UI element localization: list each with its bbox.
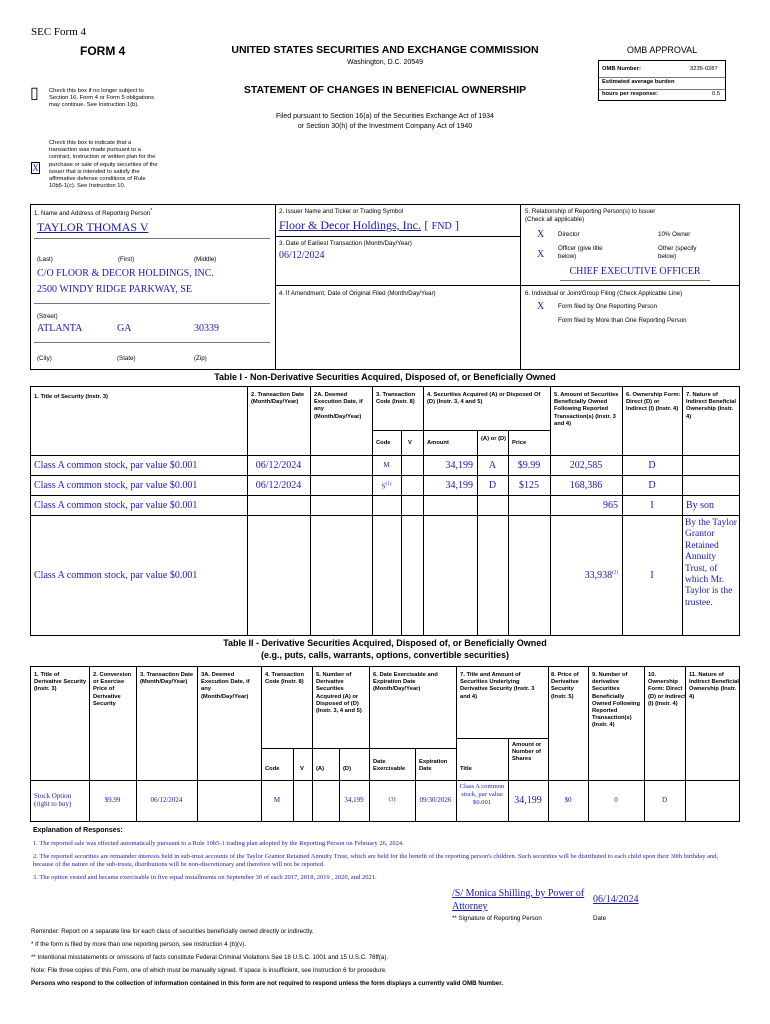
agency-title: UNITED STATES SECURITIES AND EXCHANGE COMMISSION [231, 44, 539, 56]
t2-row-title: Stock Option (right to buy) [34, 792, 72, 808]
t2-row-owned: 0 [614, 796, 618, 804]
t1-header-form: 6. Ownership Form: Direct (D) or Indirect (I) (Instr. 4) [626, 392, 681, 413]
t1-row1-date: 06/12/2024 [255, 460, 302, 471]
t1-row3-form: I [650, 500, 654, 511]
t2-row-conversion: $9.99 [104, 796, 121, 804]
rule-10b5-1-checkbox[interactable] [31, 162, 40, 174]
agency-city: Washington, D.C. 20549 [346, 59, 423, 66]
t2-row-date-ex[interactable]: (3) [388, 797, 396, 803]
t2-row-underlying-title: Class A common stock, par value $0.001 [459, 783, 505, 806]
t1-row1-form: D [648, 460, 656, 471]
t1-row4-owned: 33,938$^{(2)}$ [584, 570, 618, 581]
t1-row3-title: Class A common stock, par value $0.001 [34, 500, 198, 511]
ten-pct-owner-label: 10% Owner [658, 231, 691, 238]
signature-date: 06/14/2024 [593, 894, 639, 905]
last-label: (Last) [37, 256, 53, 263]
one-person-label: Form filed by One Reporting Person [558, 303, 658, 310]
t1-header-date: 2. Transaction Date (Month/Day/Year) [251, 392, 305, 406]
t1-row2-code: $S^{(1)}$ [381, 482, 392, 491]
t2-header-underlying: 7. Title and Amount of Securities Underlying Derivative Security (Instr. 3 and 4) [460, 672, 535, 700]
street-label: (Street) [37, 313, 58, 320]
t1-subheader-code: Code [376, 440, 391, 446]
checkbox2-text: Check this box to indicate that a transaction was made pursuant to a contract, instruction or written plan for the purchase or sale of equity securities of the issuer that is intended to satisfy the affirmative defense conditions of Rule 10b5-1(c). See Instruction 10. [49, 140, 158, 190]
officer-title: CHIEF EXECUTIVE OFFICER [569, 266, 701, 277]
table1-title: Table I - Non-Derivative Securities Acquired, Disposed of, or Beneficially Owned [214, 372, 556, 382]
t2-header-conversion: 2. Conversion or Exercise Price of Derivative Security [93, 672, 132, 707]
filed-pursuant-line-2: or Section 30(h) of the Investment Company Act of 1940 [297, 123, 473, 130]
t1-row2-title: Class A common stock, par value $0.001 [34, 480, 198, 491]
t1-subheader-price: Price [512, 440, 527, 446]
filed-pursuant-line-1: Filed pursuant to Section 16(a) of the Securities Exchange Act of 1934 [276, 113, 494, 120]
t1-row2-ad: D [488, 480, 497, 491]
t1-row4-nature: By the Taylor Grantor Retained Annuity Trust, of which Mr. Taylor is the trustee. [685, 518, 737, 608]
t1-row1-ad: A [488, 460, 497, 471]
t1-row4-form: I [650, 570, 654, 581]
explanation-1: 1. The reported sale was effected automatically pursuant to a Rule 10b5-1 trading plan adopted by the Reporting Person on February 26, 2024. [33, 840, 404, 847]
other-label: Other (specify below) [658, 245, 697, 260]
table1 [30, 386, 740, 636]
t1-header-title: 1. Title of Security (Instr. 3) [34, 394, 108, 400]
reporting-person-name[interactable]: TAYLOR THOMAS V [37, 220, 149, 234]
issuer-name-line: Floor & Decor Holdings, Inc. [ FND ] [279, 218, 460, 232]
footer-omb-notice: Persons who respond to the collection of information contained in this form are not required to respond unless the form displays a currently valid OMB Number. [31, 980, 504, 987]
footer-reminder: Reminder: Report on a separate line for each class of securities beneficially owned directly or indirectly. [31, 928, 314, 935]
t2-subheader-d: (D) [343, 766, 352, 772]
no-longer-subject-checkbox[interactable]: ▯ [30, 85, 39, 102]
one-person-mark[interactable]: X [537, 301, 545, 312]
signature-date-label: Date [593, 915, 607, 922]
reporting-person-label: 1. Name and Address of Reporting Person* [34, 208, 153, 218]
issuer-name-link[interactable]: Floor & Decor Holdings, Inc. [279, 218, 421, 232]
omb-approval-title: OMB APPROVAL [626, 45, 698, 55]
t1-header-deemed: 2A. Deemed Execution Date, if any (Month/Day/Year) [314, 392, 363, 420]
address-line-2: 2500 WINDY RIDGE PARKWAY, SE [37, 284, 192, 295]
filing-label: 6. Individual or Joint/Group Filing (Check Applicable Line) [525, 290, 683, 297]
checkbox1-text: Check this box if no longer subject to Section 16. Form 4 or Form 5 obligations may continue. See Instruction 1(b). [49, 88, 155, 109]
t1-header-acquired: 4. Securities Acquired (A) or Disposed Of (D) (Instr. 3, 4 and 5) [427, 392, 541, 406]
issuer-ticker: FND [431, 221, 452, 232]
t2-row-d: 34,199 [344, 796, 364, 804]
zip-label: (Zip) [194, 355, 207, 362]
t1-header-code: 3. Transaction Code (Instr. 8) [376, 392, 415, 406]
earliest-date-value: 06/12/2024 [279, 250, 325, 261]
explanation-3: 3. The option vested and became exercisable in five equal installments on September 30 of each 2017, 2018, 2019 , 2020, and 2021. [33, 874, 377, 881]
t2-row-form: D [661, 796, 668, 804]
t2-row-underlying-amount: 34,199 [514, 795, 542, 806]
t2-header-title: 1. Title of Derivative Security (Instr. 3) [34, 672, 87, 693]
t1-row1-code: M [383, 461, 390, 469]
omb-hours-label: hours per response: [602, 91, 659, 97]
t2-subheader-code: Code [265, 766, 280, 772]
officer-mark[interactable]: X [537, 249, 545, 260]
t1-row2-owned: 168,386 [569, 480, 603, 491]
t2-row-code: M [273, 796, 281, 804]
city-value: ATLANTA [37, 323, 83, 334]
t1-row4-title: Class A common stock, par value $0.001 [34, 570, 198, 581]
relationship-label: 5. Relationship of Reporting Person(s) to Issuer (Check all applicable) [525, 208, 656, 223]
t2-header-nature: 11. Nature of Indirect Beneficial Ownership (Instr. 4) [689, 672, 739, 700]
t2-subheader-exp: Expiration Date [419, 759, 448, 773]
city-label: (City) [37, 355, 52, 362]
t2-header-deemed: 3A. Deemed Execution Date, if any (Month/Day/Year) [201, 672, 250, 700]
sec-form-label: SEC Form 4 [31, 26, 87, 38]
statement-title: STATEMENT OF CHANGES IN BENEFICIAL OWNERSHIP [243, 84, 527, 96]
t2-header-form: 10. Ownership Form: Direct (D) or Indirect (I) (Instr. 4) [648, 672, 687, 707]
t1-subheader-amount: Amount [427, 440, 449, 446]
explanation-2: 2. The reported securities are remainder interests held in sub-trust accounts of the Taylor Grantor Retained Annuity Trust, which are held for the benefit of the reporting person's children. Such securities will be distributed to each child upon their 30th birthday and, because of the nature of the sub-trusts, distributions will be non-discretionary and therefore will not be reported. [33, 853, 719, 868]
omb-burden-label: Estimated average burden [602, 79, 675, 85]
table2-title-1: Table II - Derivative Securities Acquired, Disposed of, or Beneficially Owned [223, 638, 547, 648]
omb-number-label: OMB Number: [602, 66, 641, 72]
t1-row3-owned: 965 [603, 500, 618, 511]
t1-row2-footnote-ref[interactable]: (1) [385, 482, 392, 487]
t1-row1-owned: 202,585 [569, 460, 603, 471]
t2-header-owned: 9. Number of derivative Securities Beneficially Owned Following Reported Transaction(s) (Instr. 4) [592, 672, 640, 729]
t2-row-exp: 09/30/2026 [419, 796, 452, 804]
multi-person-label: Form filed by More than One Reporting Person [558, 317, 687, 324]
omb-hours-value: 0.5 [712, 91, 721, 97]
t2-subheader-v: V [300, 766, 304, 772]
t1-header-owned: 5. Amount of Securities Beneficially Owned Following Reported Transaction(s) (Instr. 3 and 4) [554, 392, 619, 427]
footer-note-1: * If the form is filed by more than one reporting person, see Instruction 4 (b)(v). [31, 941, 246, 948]
t1-row3-nature: By son [686, 500, 715, 511]
t2-subheader-amount: Amount or Number of Shares [512, 742, 542, 763]
footer-note-3: Note: File three copies of this Form, one of which must be manually signed. If space is insufficient, see Instruction 6 for procedure. [31, 967, 387, 974]
t2-header-number: 5. Number of Derivative Securities Acquired (A) or Disposed of (D) (Instr. 3, 4 and 5) [316, 672, 362, 715]
t1-row2-form: D [648, 480, 656, 491]
t2-header-price: 8. Price of Derivative Security (Instr. 5) [551, 672, 579, 700]
t1-subheader-v: V [408, 440, 412, 446]
t1-row1-price: $9.99 [517, 460, 541, 471]
form-title: FORM 4 [80, 44, 126, 58]
middle-label: (Middle) [194, 256, 217, 263]
director-label: Director [558, 231, 580, 238]
t2-subheader-a: (A) [316, 766, 325, 772]
t1-row1-title: Class A common stock, par value $0.001 [34, 460, 198, 471]
t2-subheader-title: Title [460, 766, 472, 772]
table2-title-2: (e.g., puts, calls, warrants, options, convertible securities) [260, 650, 510, 660]
footer-note-2: ** Intentional misstatements or omissions of facts constitute Federal Criminal Violations See 18 U.S.C. 1001 and 15 U.S.C. 78ff(a). [31, 954, 389, 961]
t2-subheader-date-ex: Date Exercisable [373, 759, 406, 773]
t1-header-nature: 7. Nature of Indirect Beneficial Ownership (Instr. 4) [686, 392, 736, 420]
t1-subheader-ad: (A) or (D) [481, 436, 507, 442]
earliest-date-label: 3. Date of Earliest Transaction (Month/Day/Year) [279, 240, 412, 247]
t1-row2-date: 06/12/2024 [255, 480, 302, 491]
state-value: GA [117, 323, 132, 334]
omb-number-value: 3235-0287 [690, 66, 718, 72]
t2-row-date: 06/12/2024 [150, 796, 183, 804]
t2-header-dates: 6. Date Exercisable and Expiration Date (Month/Day/Year) [373, 672, 438, 693]
rule-10b5-1-mark: X [32, 163, 39, 173]
t2-header-code: 4. Transaction Code (Instr. 8) [265, 672, 304, 686]
t1-row4-footnote-ref[interactable]: (2) [612, 570, 618, 576]
address-line-1: C/O FLOOR & DECOR HOLDINGS, INC. [37, 268, 214, 279]
state-label: (State) [117, 355, 136, 362]
signature-name: /S/ Monica Shilling, by Power of Attorney [452, 888, 585, 912]
t2-row-deriv-price: $0 [564, 796, 572, 804]
first-label: (First) [118, 256, 135, 263]
issuer-label: 2. Issuer Name and Ticker or Trading Symbol [279, 208, 404, 215]
officer-label: Officer (give title below) [558, 245, 603, 260]
amendment-label: 4. If Amendment, Date of Original Filed (Month/Day/Year) [279, 290, 436, 297]
signature-label: ** Signature of Reporting Person [452, 915, 542, 922]
explanation-title: Explanation of Responses: [33, 827, 123, 834]
t1-row2-amount: 34,199 [445, 480, 473, 491]
t2-header-date: 3. Transaction Date (Month/Day/Year) [140, 672, 194, 686]
director-mark[interactable]: X [537, 229, 545, 240]
t1-row1-amount: 34,199 [445, 460, 473, 471]
t1-row2-price: $125 [519, 480, 539, 491]
zip-value: 30339 [194, 323, 219, 334]
